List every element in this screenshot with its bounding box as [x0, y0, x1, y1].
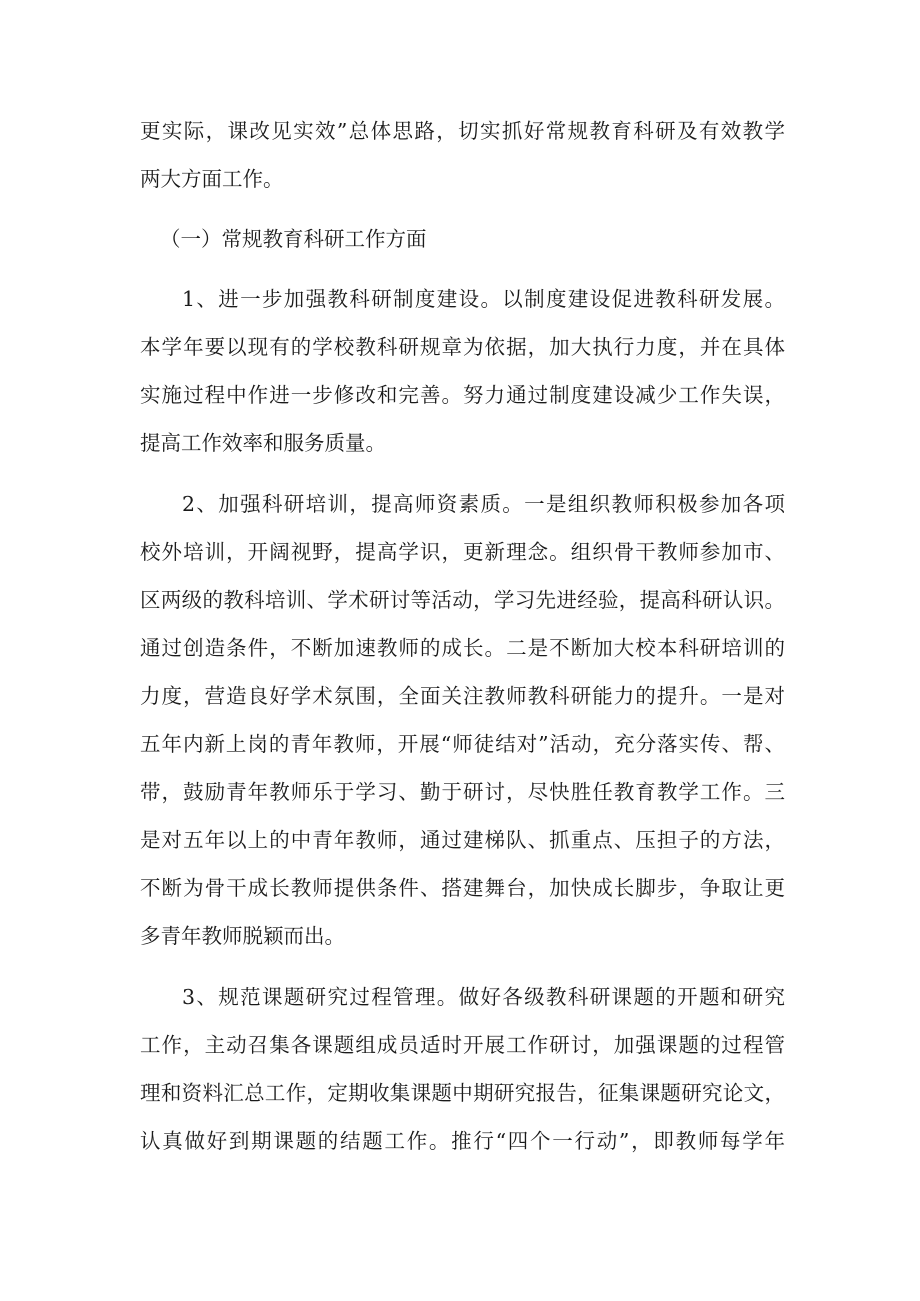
paragraph-line: 力度，营造良好学术氛围，全面关注教师教科研能力的提升。一是对 [140, 684, 785, 708]
paragraph-line: 工作，主动召集各课题组成员适时开展工作研讨，加强课题的过程管 [140, 1033, 785, 1057]
paragraph-line: 是对五年以上的中青年教师，通过建梯队、抓重点、压担子的方法， [140, 828, 785, 852]
paragraph-line: 校外培训，开阔视野，提高学识，更新理念。组织骨干教师参加市、 [140, 540, 785, 564]
paragraph-line: 区两级的教科培训、学术研讨等活动，学习先进经验，提高科研认识。 [140, 588, 785, 612]
paragraph-line: 3、规范课题研究过程管理。做好各级教科研课题的开题和研究 [182, 985, 785, 1009]
paragraph-line: 带，鼓励青年教师乐于学习、勤于研讨，尽快胜任教育教学工作。三 [140, 780, 785, 804]
paragraph-line: 更实际，课改见实效”总体思路，切实抓好常规教育科研及有效教学 [140, 119, 785, 143]
paragraph-line: 两大方面工作。 [140, 167, 284, 191]
paragraph-line: 多青年教师脱颖而出。 [140, 924, 345, 948]
paragraph-line: 1、进一步加强教科研制度建设。以制度建设促进教科研发展。 [182, 287, 785, 311]
section-heading: （一）常规教育科研工作方面 [160, 227, 427, 251]
paragraph-line: 本学年要以现有的学校教科研规章为依据，加大执行力度，并在具体 [140, 335, 785, 359]
paragraph-line: 提高工作效率和服务质量。 [140, 431, 386, 455]
paragraph-line: 认真做好到期课题的结题工作。推行“四个一行动”，即教师每学年 [140, 1129, 785, 1153]
paragraph-line: 通过创造条件，不断加速教师的成长。二是不断加大校本科研培训的 [140, 636, 785, 660]
paragraph-line: 实施过程中作进一步修改和完善。努力通过制度建设减少工作失误， [140, 383, 785, 407]
paragraph-line: 理和资料汇总工作，定期收集课题中期研究报告，征集课题研究论文， [140, 1081, 785, 1105]
paragraph-line: 2、加强科研培训，提高师资素质。一是组织教师积极参加各项 [182, 492, 785, 516]
paragraph-line: 五年内新上岗的青年教师，开展“师徒结对”活动，充分落实传、帮、 [140, 732, 785, 756]
paragraph-line: 不断为骨干成长教师提供条件、搭建舞台，加快成长脚步，争取让更 [140, 876, 785, 900]
